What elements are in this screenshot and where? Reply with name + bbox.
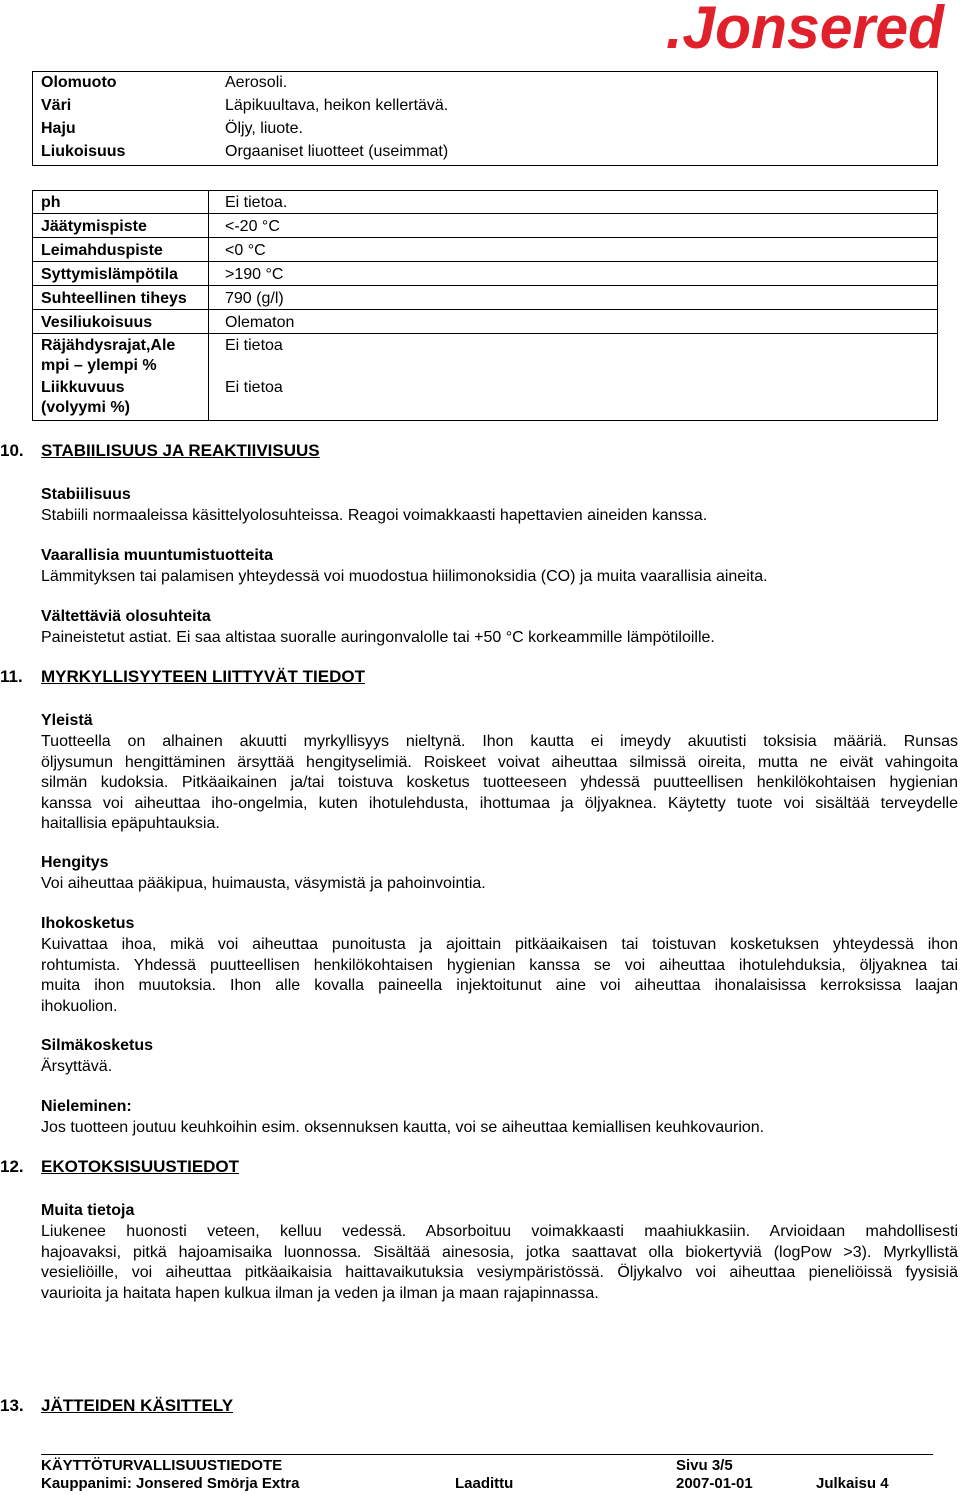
property-value: Ei tietoa: [225, 337, 283, 354]
footer-doc-type: KÄYTTÖTURVALLISUUSTIEDOTE: [41, 1457, 283, 1474]
inhalation-heading: Hengitys: [41, 854, 109, 871]
svg-text:.Jonsered: .Jonsered: [666, 2, 946, 54]
conditions-to-avoid-text: Paineistetut astiat. Ei saa altistaa suoralle auringonvalolle tai +50 °C korkeammille lämpötiloille.: [41, 629, 715, 646]
property-value: Orgaaniset liuotteet (useimmat): [225, 143, 449, 160]
section-title: JÄTTEIDEN KÄSITTELY: [41, 1396, 234, 1415]
stability-text: Stabiili normaaleissa käsittelyolosuhteissa. Reagoi voimakkaasti hapettavien aineiden kanssa.: [41, 507, 708, 524]
property-label: Syttymislämpötila: [41, 266, 178, 283]
text-line: Kuivattaa ihoa, mikä voi aiheuttaa punoitusta ja ajoittain pitkäaikaisen tai toistuvan kosketuksen yhteydessä ihon: [41, 936, 958, 953]
text-line: haitallisia epäpuhtauksia.: [41, 815, 220, 832]
section-title: STABIILISUUS JA REAKTIIVISUUS: [41, 441, 320, 460]
text-line: Liukenee huonosti veteen, kelluu vedessä. Absorboituu voimakkaasti maahiukkasiin. Arvioidaan mahdollisesti: [41, 1223, 958, 1240]
section-number: 13.: [0, 1396, 24, 1415]
property-value: Olematon: [225, 314, 295, 331]
property-label: Väri: [41, 97, 72, 114]
footer-trade-name: Kauppanimi: Jonsered Smörja Extra: [41, 1475, 300, 1492]
column-divider: [208, 191, 209, 420]
footer-page-number: Sivu 3/5: [676, 1457, 733, 1474]
property-label: Vesiliukoisuus: [41, 314, 153, 331]
text-line: silmän kudoksia. Pitkäaikainen ja/tai toistuva kosketus tuotteeseen yhdessä puutteellisen henkilökohtaisen hygienian: [41, 774, 958, 791]
property-label: mpi – ylempi %: [41, 357, 157, 374]
other-info-text: [41, 1222, 958, 1304]
text-line: ihokuolion.: [41, 997, 118, 1015]
text-line: vesieliöille, voi aiheuttaa pitkäaikaisia haittavaikutuksia vesiympäristössä. Öljykalvo voi aiheuttaa pieneliöissä fyysisiä: [41, 1264, 958, 1281]
physical-properties-table: [32, 71, 938, 166]
text-line: kanssa voi aiheuttaa iho-ongelmia, kuten ihotulehdusta, ihottumaa ja öljyaknea. Käytetty tuote voi sisältää terveydelle: [41, 794, 958, 812]
property-value: <-20 °C: [225, 218, 280, 235]
property-label: ph: [41, 194, 61, 211]
row-divider: [33, 237, 937, 238]
stability-heading: Stabiilisuus: [41, 486, 131, 503]
property-label: Jäätymispiste: [41, 218, 147, 235]
ingestion-text: Jos tuotteen joutuu keuhkoihin esim. oksennuksen kautta, voi se aiheuttaa kemiallisen keuhkovaurion.: [41, 1119, 765, 1136]
text-line: hajoavaksi, pitkä hajoamisaika luonnossa. Sisältää ainesosia, jotka saattavat olla biokertyviä (logPow >3). Myrkyllistä: [41, 1243, 958, 1261]
hazardous-products-heading: Vaarallisia muuntumistuotteita: [41, 547, 274, 564]
property-label: Olomuoto: [41, 74, 117, 91]
chemical-properties-table: [32, 190, 938, 421]
text-line: vaurioita ja haitata hapen kulkua ilman ja veden ja ilman ja maan rajapinnassa.: [41, 1284, 599, 1302]
property-label: Liukoisuus: [41, 143, 126, 160]
section-number: 11.: [0, 667, 23, 686]
row-divider: [33, 309, 937, 310]
property-value: Aerosoli.: [225, 74, 288, 91]
property-label: Suhteellinen tiheys: [41, 290, 187, 307]
general-heading: Yleistä: [41, 712, 93, 729]
section-number: 12.: [0, 1157, 24, 1176]
property-value: 790 (g/l): [225, 290, 284, 307]
property-label: Räjähdysrajat,Ale: [41, 337, 176, 354]
eye-contact-text: Ärsyttävä.: [41, 1058, 113, 1075]
text-line: Tuotteella on alhainen akuutti myrkyllisyys nieltynä. Ihon kautta ei imeydy akuutisti toksisia määriä. Runsas: [41, 733, 958, 750]
skin-contact-text: [41, 935, 958, 1017]
property-label: Leimahduspiste: [41, 242, 163, 259]
conditions-to-avoid-heading: Vältettäviä olosuhteita: [41, 608, 211, 625]
hazardous-products-text: Lämmityksen tai palamisen yhteydessä voi muodostua hiilimonoksidia (CO) ja muita vaarallisia aineita.: [41, 568, 768, 585]
property-value: Ei tietoa: [225, 379, 283, 396]
eye-contact-heading: Silmäkosketus: [41, 1037, 154, 1054]
other-info-heading: Muita tietoja: [41, 1202, 135, 1219]
section-number: 10.: [0, 441, 24, 460]
text-line: muita ihon muutoksia. Ihon alle kovalla paineella injektoitunut aine voi aiheuttaa ihonalaisissa kerroksissa laajan: [41, 977, 958, 994]
property-value: >190 °C: [225, 266, 284, 283]
footer-revision: Julkaisu 4: [816, 1475, 889, 1492]
skin-contact-heading: Ihokosketus: [41, 915, 135, 932]
section-title: MYRKYLLISYYTEEN LIITTYVÄT TIEDOT: [41, 667, 365, 686]
property-value: Ei tietoa.: [225, 194, 288, 211]
property-label: Haju: [41, 120, 76, 137]
property-label: (volyymi %): [41, 399, 130, 416]
row-divider: [33, 213, 937, 214]
footer-divider: [41, 1454, 933, 1455]
text-line: öljysumun hengittäminen ärsyttää hengityselimiä. Roiskeet voivat aiheuttaa silmissä oireita, mutta ne eivät vahingoita: [41, 753, 958, 771]
footer-prepared-label: Laadittu: [455, 1475, 514, 1492]
section-title: EKOTOKSISUUSTIEDOT: [41, 1157, 240, 1176]
text-line: rohtumista. Yhdessä puutteellisen henkilökohtaisen hygienian kanssa se voi aiheuttaa ihotulehduksia, öljyaknea tai: [41, 956, 958, 974]
row-divider: [33, 261, 937, 262]
property-value: Öljy, liuote.: [225, 120, 303, 137]
general-text: [41, 732, 958, 835]
property-value: <0 °C: [225, 242, 266, 259]
row-divider: [33, 333, 937, 334]
property-label: Liikkuvuus: [41, 379, 125, 396]
footer-date: 2007-01-01: [676, 1475, 753, 1492]
property-value: Läpikuultava, heikon kellertävä.: [225, 97, 449, 114]
row-divider: [33, 285, 937, 286]
inhalation-text: Voi aiheuttaa pääkipua, huimausta, väsymistä ja pahoinvointia.: [41, 875, 486, 892]
ingestion-heading: Nieleminen:: [41, 1098, 132, 1115]
jonsered-logo: [666, 2, 946, 54]
